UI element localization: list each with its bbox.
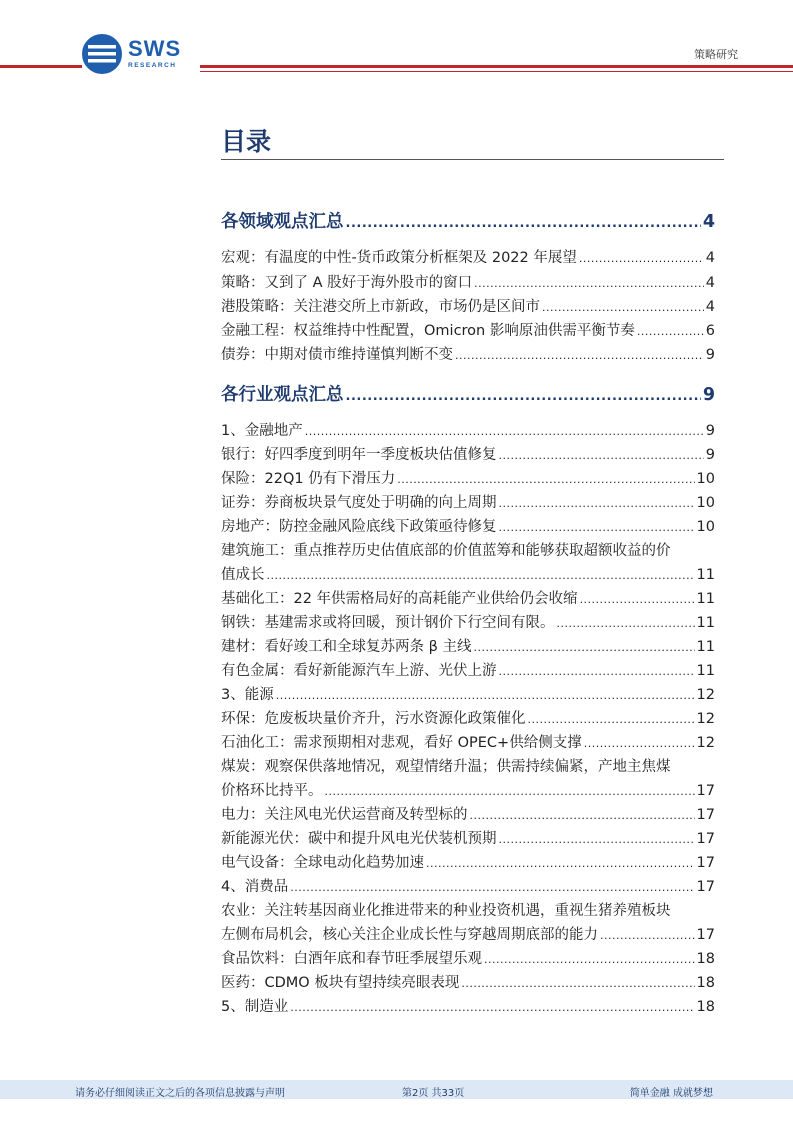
dot-leader bbox=[346, 216, 701, 231]
toc-page: 9 bbox=[705, 423, 715, 439]
dot-leader bbox=[528, 713, 695, 726]
toc-entry[interactable] bbox=[221, 246, 715, 267]
toc-entry[interactable] bbox=[221, 803, 715, 824]
toc-page: 6 bbox=[705, 323, 715, 339]
dot-leader bbox=[542, 301, 704, 314]
dot-leader bbox=[267, 569, 695, 582]
toc-entry[interactable] bbox=[221, 467, 715, 488]
toc-entry[interactable] bbox=[221, 419, 715, 440]
toc-entry[interactable] bbox=[221, 635, 715, 656]
toc-label: 房地产：防控金融风险底线下政策亟待修复 bbox=[221, 519, 497, 535]
toc-label: 各领域观点汇总 bbox=[221, 212, 344, 232]
dot-leader bbox=[484, 953, 695, 966]
toc-label: 价格环比持平。 bbox=[221, 783, 323, 799]
toc-page: 9 bbox=[705, 347, 715, 363]
toc-entry[interactable] bbox=[221, 611, 715, 632]
toc-label: 医药：CDMO 板块有望持续亮眼表现 bbox=[221, 975, 460, 991]
dot-leader bbox=[499, 521, 695, 534]
dot-leader bbox=[499, 497, 695, 510]
report-category: 策略研究 bbox=[694, 48, 738, 61]
toc-page: 17 bbox=[696, 927, 715, 943]
toc-entry[interactable] bbox=[221, 319, 715, 340]
toc-page: 17 bbox=[696, 783, 715, 799]
toc-title: 目录 bbox=[221, 127, 272, 156]
logo-name: SWS bbox=[128, 36, 182, 62]
toc-entry[interactable] bbox=[221, 731, 715, 752]
toc-label: 有色金属：看好新能源汽车上游、光伏上游 bbox=[221, 663, 497, 679]
dot-leader bbox=[473, 641, 694, 654]
header-rule-thin bbox=[200, 71, 793, 72]
toc-entry[interactable] bbox=[221, 779, 715, 800]
toc-label: 新能源光伏：碳中和提升风电光伏装机预期 bbox=[221, 831, 497, 847]
logo-subtitle: RESEARCH bbox=[128, 62, 177, 70]
toc-entry[interactable] bbox=[221, 563, 715, 584]
toc-entry[interactable] bbox=[221, 923, 715, 944]
toc-page: 12 bbox=[696, 735, 715, 751]
toc-entry[interactable] bbox=[221, 683, 715, 704]
toc-page: 18 bbox=[696, 975, 715, 991]
toc-label: 左侧布局机会，核心关注企业成长性与穿越周期底部的能力 bbox=[221, 927, 598, 943]
toc-entry[interactable] bbox=[221, 875, 715, 896]
footer-slogan: 简单金融 成就梦想 bbox=[629, 1088, 713, 1099]
toc-page: 18 bbox=[696, 951, 715, 967]
toc-page: 9 bbox=[702, 385, 715, 405]
toc-page: 18 bbox=[696, 999, 715, 1015]
dot-leader bbox=[474, 277, 704, 290]
toc-page: 11 bbox=[696, 567, 715, 583]
toc-label: 金融工程：权益维持中性配置，Omicron 影响原油供需平衡节奏 bbox=[221, 323, 635, 339]
toc-page: 10 bbox=[696, 495, 715, 511]
footer-disclaimer: 请务必仔细阅读正文之后的各项信息披露与声明 bbox=[75, 1088, 285, 1099]
toc-label: 港股策略：关注港交所上市新政，市场仍是区间市 bbox=[221, 299, 540, 315]
toc-page: 17 bbox=[696, 807, 715, 823]
dot-leader bbox=[455, 349, 704, 362]
toc-entry[interactable] bbox=[221, 971, 715, 992]
sws-logo-icon bbox=[82, 34, 122, 74]
toc-page: 11 bbox=[696, 639, 715, 655]
toc-label: 债券：中期对债市维持谨慎判断不变 bbox=[221, 347, 453, 363]
toc-page: 17 bbox=[696, 831, 715, 847]
toc-label: 钢铁：基建需求或将回暖，预计钢价下行空间有限。 bbox=[221, 615, 555, 631]
dot-leader bbox=[637, 325, 704, 338]
dot-leader bbox=[499, 449, 704, 462]
toc-label: 基础化工：22 年供需格局好的高耗能产业供给仍会收缩 bbox=[221, 591, 578, 607]
toc-label: 食品饮料：白酒年底和春节旺季展望乐观 bbox=[221, 951, 482, 967]
toc-label: 各行业观点汇总 bbox=[221, 385, 344, 405]
toc-label: 保险：22Q1 仍有下滑压力 bbox=[221, 471, 396, 487]
dot-leader bbox=[397, 473, 694, 486]
dot-leader bbox=[600, 929, 695, 942]
toc-entry-line1[interactable]: 农业：关注转基因商业化推进带来的种业投资机遇，重视生猪养殖板块 bbox=[221, 903, 671, 919]
toc-page: 4 bbox=[705, 275, 715, 291]
dot-leader bbox=[579, 252, 704, 265]
toc-page: 11 bbox=[696, 615, 715, 631]
toc-page: 12 bbox=[696, 687, 715, 703]
toc-entry[interactable] bbox=[221, 491, 715, 512]
toc-label: 4、消费品 bbox=[221, 879, 289, 895]
dot-leader bbox=[305, 425, 704, 438]
toc-section-sector-views[interactable] bbox=[221, 208, 715, 233]
toc-page: 11 bbox=[696, 591, 715, 607]
toc-label: 环保：危废板块量价齐升，污水资源化政策催化 bbox=[221, 711, 526, 727]
toc-label: 电气设备：全球电动化趋势加速 bbox=[221, 855, 424, 871]
toc-entry[interactable] bbox=[221, 947, 715, 968]
toc-page: 4 bbox=[705, 250, 715, 266]
toc-page: 9 bbox=[705, 447, 715, 463]
toc-label: 石油化工：需求预期相对悲观，看好 OPEC+供给侧支撑 bbox=[221, 735, 582, 751]
toc-page: 10 bbox=[696, 471, 715, 487]
dot-leader bbox=[470, 809, 695, 822]
dot-leader bbox=[290, 881, 694, 894]
toc-entry[interactable] bbox=[221, 707, 715, 728]
dot-leader bbox=[499, 833, 695, 846]
toc-page: 10 bbox=[696, 519, 715, 535]
toc-entry[interactable] bbox=[221, 995, 715, 1016]
dot-leader bbox=[461, 977, 694, 990]
toc-label: 建材：看好竣工和全球复苏两条 β 主线 bbox=[221, 639, 472, 655]
toc-entry-line1[interactable]: 建筑施工：重点推荐历史估值底部的价值蓝筹和能够获取超额收益的价 bbox=[221, 543, 671, 559]
toc-page: 17 bbox=[696, 879, 715, 895]
toc-label: 策略：又到了 A 股好于海外股市的窗口 bbox=[221, 275, 473, 291]
toc-entry-line1[interactable]: 煤炭：观察保供落地情况，观望情绪升温；供需持续偏紧，产地主焦煤 bbox=[221, 759, 671, 775]
toc-label: 宏观：有温度的中性-货币政策分析框架及 2022 年展望 bbox=[221, 250, 577, 266]
toc-entry[interactable] bbox=[221, 271, 715, 292]
toc-label: 银行：好四季度到明年一季度板块估值修复 bbox=[221, 447, 497, 463]
dot-leader bbox=[276, 689, 695, 702]
dot-leader bbox=[290, 1001, 694, 1014]
toc-entry[interactable] bbox=[221, 851, 715, 872]
header-rule bbox=[200, 65, 793, 68]
toc-entry[interactable] bbox=[221, 659, 715, 680]
toc-page: 11 bbox=[696, 663, 715, 679]
toc-label: 1、金融地产 bbox=[221, 423, 303, 439]
company-logo bbox=[82, 34, 181, 74]
toc-page: 4 bbox=[702, 212, 715, 232]
toc-entry[interactable] bbox=[221, 343, 715, 364]
toc-entry[interactable] bbox=[221, 443, 715, 464]
dot-leader bbox=[580, 593, 695, 606]
page-footer bbox=[0, 1080, 793, 1099]
dot-leader bbox=[426, 857, 695, 870]
toc-entry[interactable] bbox=[221, 827, 715, 848]
header-rule bbox=[0, 65, 82, 68]
title-divider bbox=[221, 159, 724, 160]
toc-section-industry-views[interactable] bbox=[221, 381, 715, 406]
dot-leader bbox=[499, 665, 695, 678]
toc-page: 12 bbox=[696, 711, 715, 727]
toc-label: 5、制造业 bbox=[221, 999, 289, 1015]
toc-page: 4 bbox=[705, 299, 715, 315]
toc-label: 3、能源 bbox=[221, 687, 274, 703]
toc-entry[interactable] bbox=[221, 295, 715, 316]
toc-entry[interactable] bbox=[221, 515, 715, 536]
toc-label: 电力：关注风电光伏运营商及转型标的 bbox=[221, 807, 468, 823]
dot-leader bbox=[557, 617, 695, 630]
dot-leader bbox=[325, 785, 695, 798]
toc-page: 17 bbox=[696, 855, 715, 871]
footer-page-info: 第2页 共33页 bbox=[402, 1088, 465, 1099]
dot-leader bbox=[346, 389, 701, 404]
toc-label: 值成长 bbox=[221, 567, 265, 583]
toc-label: 证券：券商板块景气度处于明确的向上周期 bbox=[221, 495, 497, 511]
toc-entry[interactable] bbox=[221, 587, 715, 608]
dot-leader bbox=[584, 737, 695, 750]
